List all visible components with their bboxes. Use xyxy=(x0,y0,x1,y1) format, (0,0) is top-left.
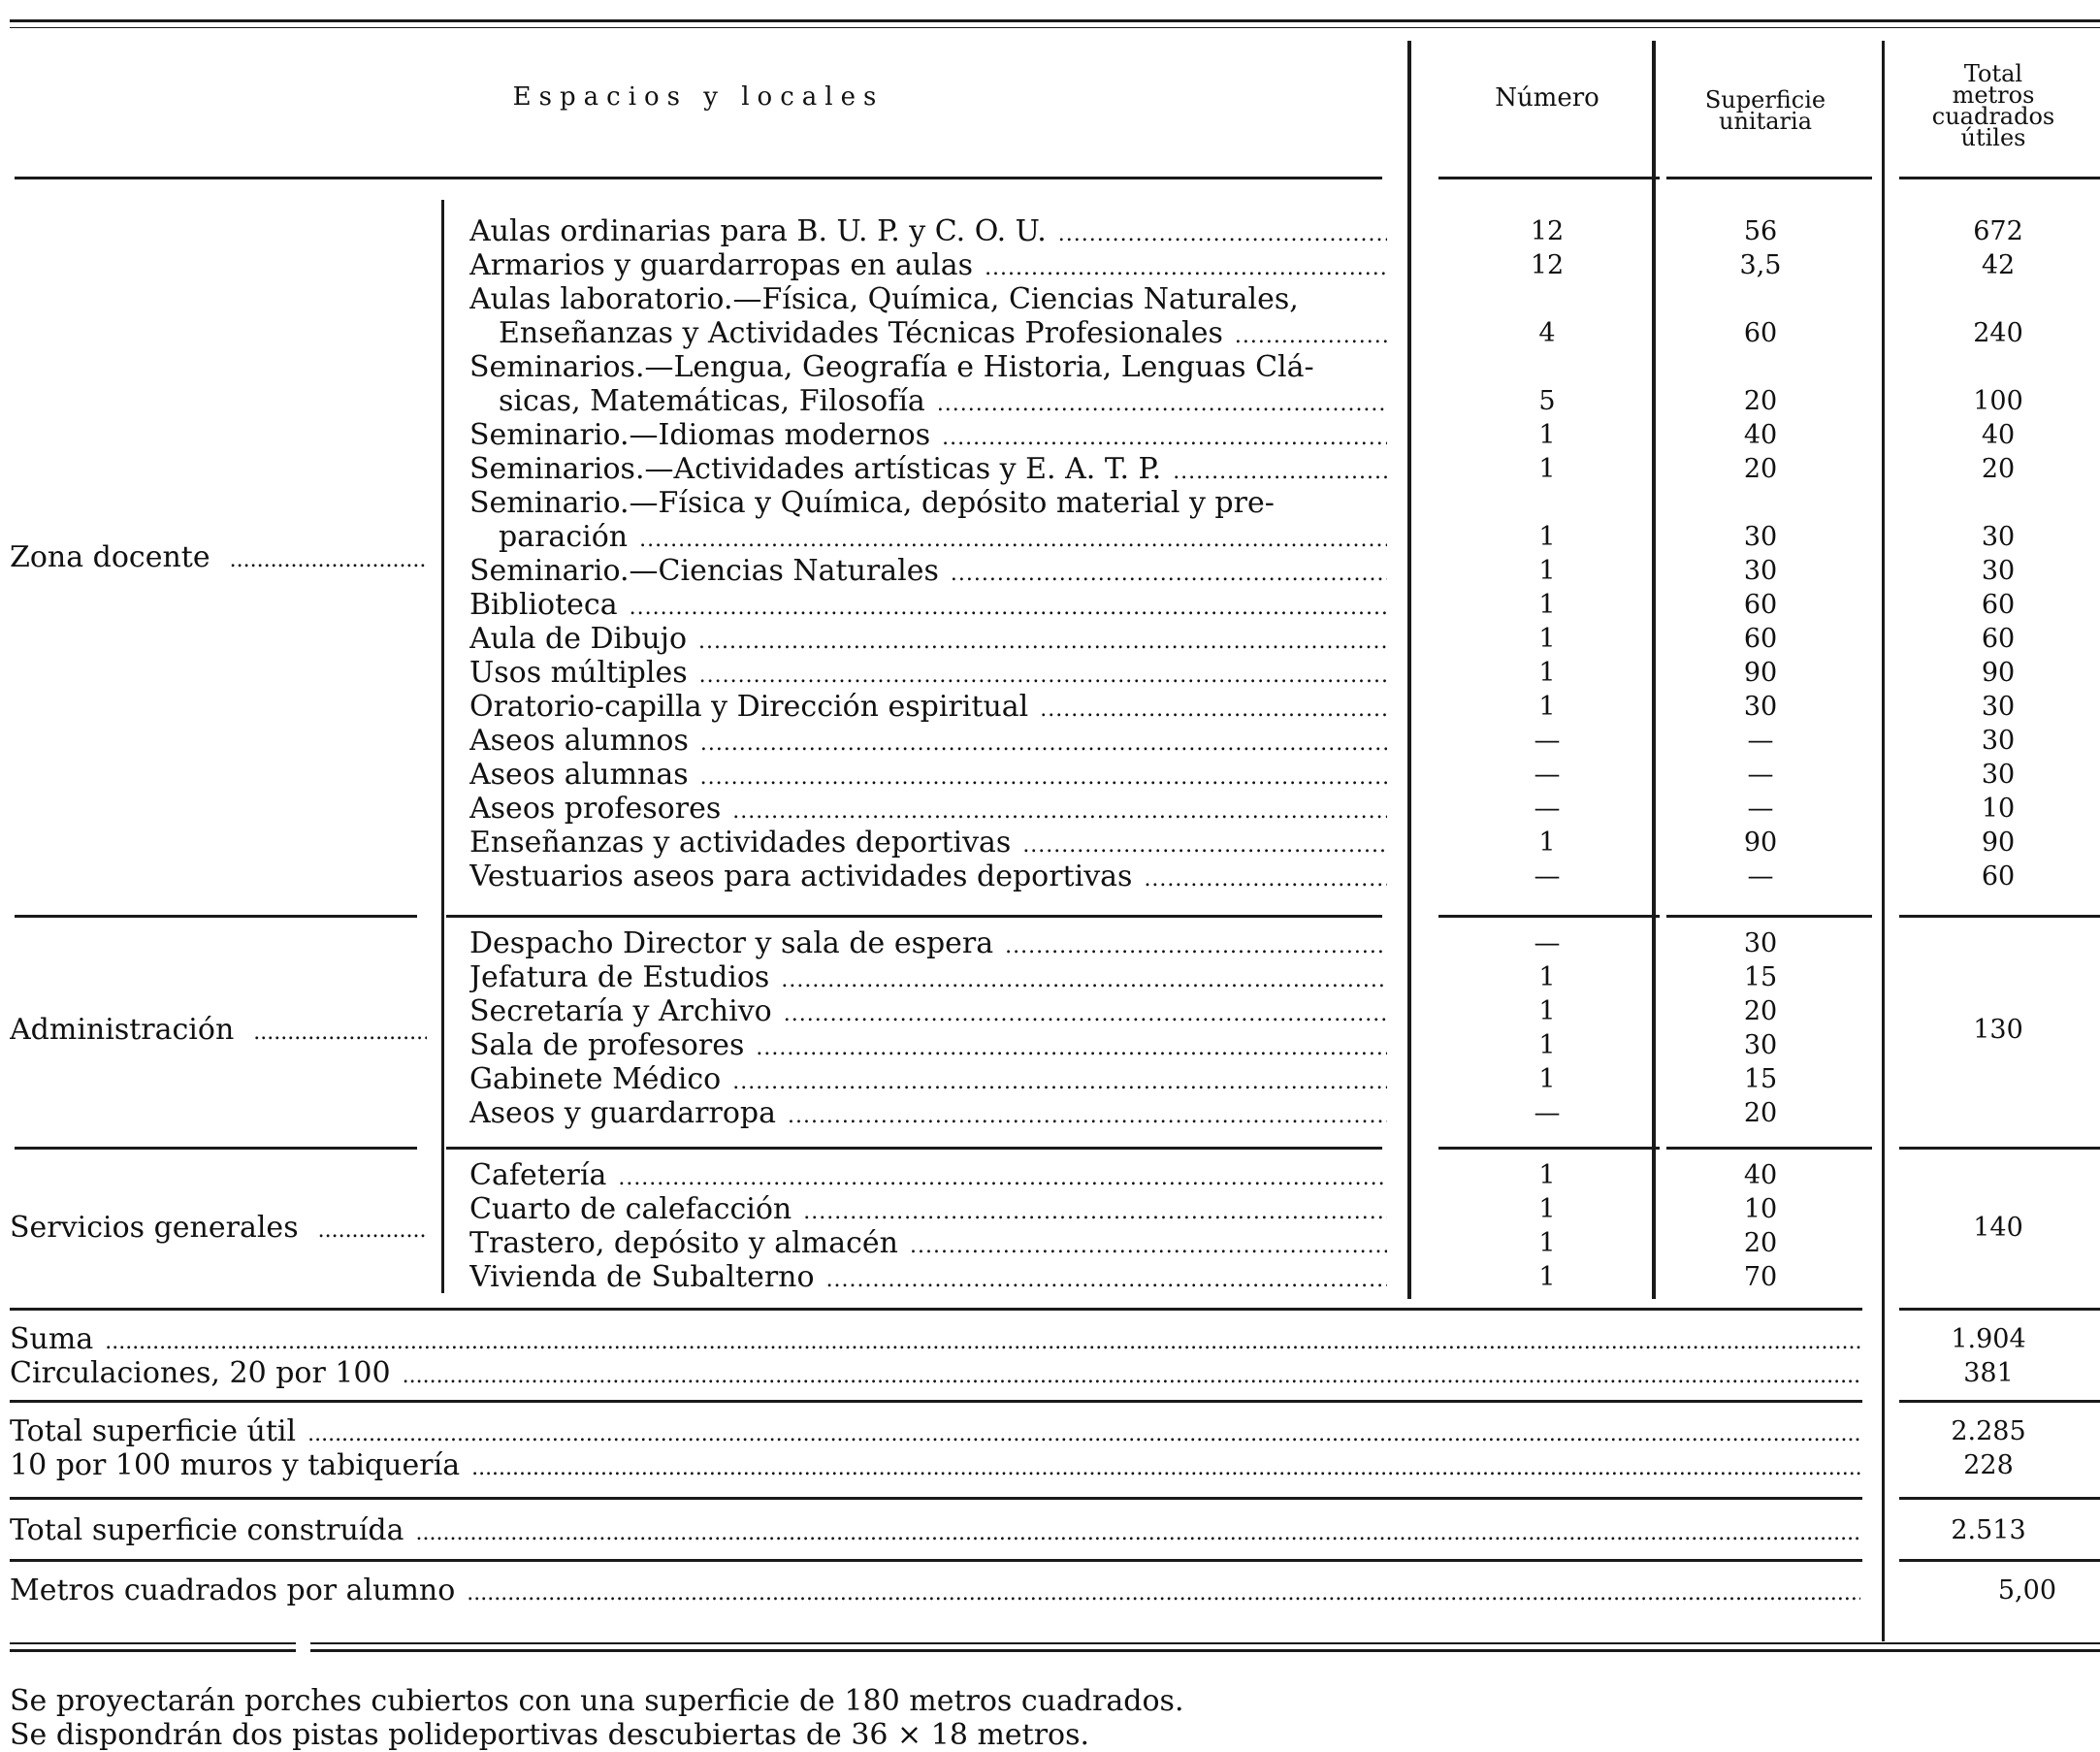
bottom-rule xyxy=(310,1642,2100,1644)
zone-separator xyxy=(15,1147,417,1150)
row-label xyxy=(469,1062,1387,1096)
cell-numero: 1 xyxy=(1538,1228,1556,1258)
row-label-text: Seminario.—Ciencias Naturales xyxy=(469,554,939,588)
summary-rule xyxy=(10,1400,1862,1403)
row-label-text: Vivienda de Subalterno xyxy=(469,1260,815,1294)
cell-superficie: 3,5 xyxy=(1739,250,1782,280)
cell-total: 60 xyxy=(1981,861,2016,892)
summary-row xyxy=(10,1356,1860,1390)
row-label xyxy=(469,248,1387,282)
cell-superficie: 20 xyxy=(1743,996,1778,1026)
zone-label xyxy=(10,1013,427,1047)
row-label xyxy=(469,1192,1387,1226)
row-label xyxy=(469,418,1387,452)
cell-numero: — xyxy=(1534,861,1561,892)
summary-label: Suma xyxy=(10,1322,94,1356)
cell-numero: 12 xyxy=(1530,216,1565,246)
row-label-text: Aseos alumnos xyxy=(469,724,689,758)
cell-superficie: 15 xyxy=(1743,1064,1778,1094)
cell-superficie: 30 xyxy=(1743,1030,1778,1060)
cell-total: 30 xyxy=(1981,726,2016,756)
column-divider xyxy=(1652,41,1656,1299)
cell-superficie: 30 xyxy=(1743,928,1778,958)
cell-numero: 1 xyxy=(1538,624,1556,654)
summary-rule xyxy=(1899,1559,2100,1562)
row-label xyxy=(469,452,1387,486)
zone-label xyxy=(10,1211,427,1245)
row-label-text: Usos múltiples xyxy=(469,656,688,690)
summary-rule xyxy=(10,1497,1862,1500)
header-total-line: cuadrados xyxy=(1931,103,2055,130)
footnote: Se dispondrán dos pistas polideportivas descubiertas de 36 × 18 metros. xyxy=(10,1718,1090,1752)
header-espacios: Espacios y locales xyxy=(512,82,885,112)
zone-separator xyxy=(1666,915,1872,918)
cell-total: 60 xyxy=(1981,590,2016,620)
cell-total: 42 xyxy=(1981,250,2016,280)
cell-superficie: 56 xyxy=(1743,216,1778,246)
row-label xyxy=(469,214,1387,248)
row-label-text: Enseñanzas y actividades deportivas xyxy=(469,826,1012,860)
zone-label-text: Servicios generales xyxy=(10,1211,299,1245)
row-label-text: Despacho Director y sala de espera xyxy=(469,926,994,960)
cell-numero: 1 xyxy=(1538,590,1556,620)
cell-superficie: 30 xyxy=(1743,692,1778,722)
header-rule xyxy=(1899,177,2100,179)
row-label xyxy=(469,1226,1387,1260)
row-label xyxy=(469,1260,1387,1294)
header-total-line: Total xyxy=(1963,60,2023,87)
summary-label: Circulaciones, 20 por 100 xyxy=(10,1356,391,1390)
header-total-line: útiles xyxy=(1960,124,2026,151)
cell-superficie: — xyxy=(1747,760,1774,790)
cell-numero: — xyxy=(1534,928,1561,958)
cell-total: 672 xyxy=(1973,216,2023,246)
cell-total: 60 xyxy=(1981,624,2016,654)
zone-separator xyxy=(1666,1147,1872,1150)
zone-label-text: Zona docente xyxy=(10,540,210,574)
row-label-text: Seminario.—Física y Química, depósito material y pre- xyxy=(469,486,1275,520)
row-label-text: Jefatura de Estudios xyxy=(469,960,770,994)
cell-superficie: 90 xyxy=(1743,827,1778,858)
cell-superficie: 20 xyxy=(1743,454,1778,484)
row-label-text: Seminario.—Idiomas modernos xyxy=(469,418,931,452)
summary-rule xyxy=(1899,1400,2100,1403)
cell-numero: 12 xyxy=(1530,250,1565,280)
row-label xyxy=(499,520,1387,554)
cell-numero: 1 xyxy=(1538,420,1556,450)
cell-superficie: 20 xyxy=(1743,386,1778,416)
cell-numero: 1 xyxy=(1538,658,1556,688)
header-superficie xyxy=(1664,86,1867,135)
row-label-text: Seminarios.—Actividades artísticas y E. A. T. P. xyxy=(469,452,1162,486)
cell-numero: — xyxy=(1534,1098,1561,1128)
row-label xyxy=(469,1028,1387,1062)
cell-total: 30 xyxy=(1981,760,2016,790)
cell-superficie: — xyxy=(1747,726,1774,756)
top-rule xyxy=(10,19,2100,22)
summary-label: 10 por 100 muros y tabiquería xyxy=(10,1448,461,1482)
zone-separator xyxy=(1438,915,1660,918)
cell-numero: — xyxy=(1534,794,1561,824)
cell-numero: 5 xyxy=(1538,386,1556,416)
summary-value: 2.285 xyxy=(1951,1416,2026,1446)
cell-superficie: 20 xyxy=(1743,1228,1778,1258)
zone-bracket-line xyxy=(441,200,444,1293)
row-label xyxy=(469,588,1387,622)
summary-value: 2.513 xyxy=(1951,1515,2026,1545)
zone-separator xyxy=(15,915,417,918)
row-label xyxy=(469,656,1387,690)
summary-row xyxy=(10,1448,1860,1482)
row-label-text: Aulas ordinarias para B. U. P. y C. O. U. xyxy=(469,214,1047,248)
footnote: Se proyectarán porches cubiertos con una superficie de 180 metros cuadrados. xyxy=(10,1684,1184,1718)
row-label-text: Aseos profesores xyxy=(469,792,722,826)
row-label-text: Gabinete Médico xyxy=(469,1062,722,1096)
cell-superficie: 70 xyxy=(1743,1262,1778,1292)
row-label xyxy=(469,994,1387,1028)
cell-numero: 1 xyxy=(1538,1262,1556,1292)
row-label-text: paración xyxy=(499,520,629,554)
summary-row xyxy=(10,1574,1860,1607)
row-label xyxy=(469,960,1387,994)
summary-row xyxy=(10,1513,1860,1547)
cell-numero: 4 xyxy=(1538,318,1556,348)
cell-numero: 1 xyxy=(1538,1064,1556,1094)
row-label-text: Oratorio-capilla y Dirección espiritual xyxy=(469,690,1029,724)
summary-rule xyxy=(1899,1497,2100,1500)
cell-numero: 1 xyxy=(1538,1030,1556,1060)
row-label xyxy=(469,554,1387,588)
cell-superficie: 10 xyxy=(1743,1194,1778,1224)
summary-value: 381 xyxy=(1963,1358,2014,1388)
row-label xyxy=(469,826,1387,860)
cell-superficie: 30 xyxy=(1743,556,1778,586)
row-label-text: Aulas laboratorio.—Física, Química, Ciencias Naturales, xyxy=(469,282,1299,316)
summary-rule xyxy=(10,1559,1862,1562)
cell-superficie: 60 xyxy=(1743,624,1778,654)
row-label-text: Armarios y guardarropas en aulas xyxy=(469,248,974,282)
cell-total: 40 xyxy=(1981,420,2016,450)
cell-total: 20 xyxy=(1981,454,2016,484)
row-label xyxy=(469,724,1387,758)
cell-superficie: 40 xyxy=(1743,1160,1778,1190)
cell-superficie: 40 xyxy=(1743,420,1778,450)
row-label xyxy=(469,282,1387,316)
cell-total: 30 xyxy=(1981,522,2016,552)
zone-separator xyxy=(1899,915,2100,918)
row-label xyxy=(499,384,1387,418)
header-total-line: metros xyxy=(1952,81,2035,109)
row-label-text: Aula de Dibujo xyxy=(469,622,688,656)
bottom-rule xyxy=(310,1649,2100,1652)
summary-label: Total superficie útil xyxy=(10,1414,297,1448)
summary-rule xyxy=(1899,1308,2100,1311)
row-label-text: Seminarios.—Lengua, Geografía e Historia, Lenguas Clá- xyxy=(469,350,1314,384)
zone-separator xyxy=(446,1147,1382,1150)
row-label-text: Vestuarios aseos para actividades deportivas xyxy=(469,860,1133,893)
summary-value: 5,00 xyxy=(1997,1575,2056,1606)
cell-numero: 1 xyxy=(1538,692,1556,722)
zone-separator xyxy=(446,915,1382,918)
column-divider xyxy=(1407,41,1411,1299)
zone-total: 130 xyxy=(1973,1015,2023,1045)
row-label xyxy=(469,860,1387,893)
row-label xyxy=(499,316,1387,350)
row-label-text: Biblioteca xyxy=(469,588,618,622)
cell-superficie: 60 xyxy=(1743,318,1778,348)
cell-numero: 1 xyxy=(1538,556,1556,586)
row-label-text: Aseos y guardarropa xyxy=(469,1096,776,1130)
cell-numero: — xyxy=(1534,726,1561,756)
header-superficie-line: unitaria xyxy=(1719,108,1812,135)
row-label xyxy=(469,1096,1387,1130)
column-divider xyxy=(1882,41,1885,1641)
zone-label xyxy=(10,540,427,574)
cell-superficie: — xyxy=(1747,861,1774,892)
cell-superficie: 20 xyxy=(1743,1098,1778,1128)
row-label xyxy=(469,758,1387,792)
summary-row xyxy=(10,1414,1860,1448)
header-rule xyxy=(15,177,1382,179)
row-label xyxy=(469,690,1387,724)
bottom-rule xyxy=(10,1649,296,1652)
row-label-text: Aseos alumnas xyxy=(469,758,689,792)
cell-total: 30 xyxy=(1981,692,2016,722)
row-label xyxy=(469,926,1387,960)
cell-total: 240 xyxy=(1973,318,2023,348)
summary-label: Metros cuadrados por alumno xyxy=(10,1574,456,1607)
cell-numero: 1 xyxy=(1538,1160,1556,1190)
summary-label: Total superficie construída xyxy=(10,1513,404,1547)
row-label-text: Cafetería xyxy=(469,1158,607,1192)
row-label-text: sicas, Matemáticas, Filosofía xyxy=(499,384,925,418)
row-label xyxy=(469,792,1387,826)
row-label xyxy=(469,1158,1387,1192)
row-label xyxy=(469,350,1387,384)
cell-superficie: 30 xyxy=(1743,522,1778,552)
row-label-text: Enseñanzas y Actividades Técnicas Profesionales xyxy=(499,316,1223,350)
header-total xyxy=(1891,60,2095,151)
cell-superficie: 15 xyxy=(1743,962,1778,992)
row-label-text: Sala de profesores xyxy=(469,1028,745,1062)
cell-numero: 1 xyxy=(1538,827,1556,858)
row-label-text: Trastero, depósito y almacén xyxy=(469,1226,898,1260)
summary-value: 228 xyxy=(1963,1450,2014,1480)
row-label-text: Cuarto de calefacción xyxy=(469,1192,792,1226)
cell-superficie: — xyxy=(1747,794,1774,824)
zone-separator xyxy=(1899,1147,2100,1150)
summary-row xyxy=(10,1322,1860,1356)
summary-rule xyxy=(10,1308,1862,1311)
cell-numero: 1 xyxy=(1538,996,1556,1026)
row-label xyxy=(469,486,1387,520)
cell-total: 90 xyxy=(1981,827,2016,858)
header-superficie-line: Superficie xyxy=(1704,86,1826,114)
cell-superficie: 90 xyxy=(1743,658,1778,688)
row-label xyxy=(469,622,1387,656)
cell-numero: 1 xyxy=(1538,1194,1556,1224)
cell-numero: 1 xyxy=(1538,454,1556,484)
cell-numero: — xyxy=(1534,760,1561,790)
row-label-text: Secretaría y Archivo xyxy=(469,994,772,1028)
zone-separator xyxy=(1438,1147,1660,1150)
cell-total: 90 xyxy=(1981,658,2016,688)
cell-total: 100 xyxy=(1973,386,2023,416)
header-rule xyxy=(1438,177,1660,179)
cell-total: 10 xyxy=(1981,794,2016,824)
top-rule-thin xyxy=(10,27,2100,28)
zone-total: 140 xyxy=(1973,1213,2023,1243)
cell-total: 30 xyxy=(1981,556,2016,586)
summary-value: 1.904 xyxy=(1951,1324,2026,1354)
cell-numero: 1 xyxy=(1538,962,1556,992)
zone-label-text: Administración xyxy=(10,1013,235,1047)
header-numero: Número xyxy=(1495,83,1599,113)
cell-superficie: 60 xyxy=(1743,590,1778,620)
header-rule xyxy=(1666,177,1872,179)
bottom-rule xyxy=(10,1642,296,1644)
cell-numero: 1 xyxy=(1538,522,1556,552)
